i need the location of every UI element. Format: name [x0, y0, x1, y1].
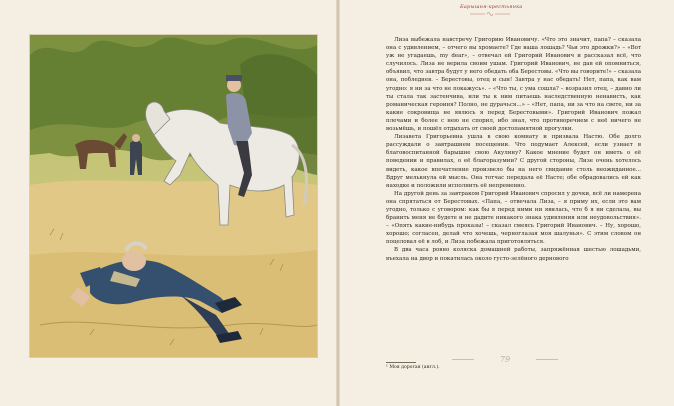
footnote-text: Моя дорогая (англ.).	[389, 365, 440, 370]
paragraph: В два часа ровно коляска домашней работы, запряжённая шестью лошадьми, въехала на двор и покатилась около густо-зелёного дернового	[386, 247, 641, 262]
page-number: 79	[499, 355, 511, 364]
book-gutter	[336, 0, 340, 406]
ornament-divider-icon	[470, 11, 510, 17]
footnote-marker: ¹	[386, 365, 388, 370]
page-text	[386, 36, 641, 263]
illustration	[29, 34, 318, 358]
paragraph: Лиза выбежала навстречу Григорию Ивановичу. «Что это значит, папа? – сказала она с удивлением, – отчего вы хромаете? Где ваша лошадь? Чьи это дрожки?» – «Вот уж не угадаешь, my dear», – отвечал ей Григорий Иванович и рассказал всё, что случилось. Лиза не верила своим ушам. Григорий Иванович, не дав ей опомниться, объявил, что завтра будут у него обедать оба Берестовы. «Что вы говорите!» – сказала она, побледнев. – Берестовы, отец и сын! Завтра у нас обедать! Нет, папа, как вам угодно: я ни за что не покажусь». – «Что ты, с ума сошла? – возразил отец, – давно ли ты стала так застенчива, или ты к ним питаешь наследственную ненависть, как романическая героиня? Полно, не дурачься...» – «Нет, папа, ни за что на свете, ни за какие сокровища не явлюсь я перед Берестовыми». Григорий Иванович пожал плечами и более с нею не спорил, ибо знал, что противоречием с неё ничего не возьмёшь, и пошёл отдыхать от своей достопамятной прогулки.	[386, 37, 641, 133]
paragraph: Лизавета Григорьевна ушла в свою комнату и призвала Настю. Обе долго рассуждали о завтрашнем посещении. Что подумает Алексей, если узнает в благовоспитанной барышне свою Акулину? Какое мнение будет он иметь о её поведении и правилах, о её благоразумии? С другой стороны, Лизе очень хотелось видеть, какое впечатление произвело бы на него свидание столь неожиданное... Вдруг мелькнула ей мысль. Она тотчас передала её Насте; обе обрадовались ей как находке и положили исполнить её непременно.	[386, 134, 641, 189]
page-number-rule-right	[536, 359, 558, 360]
page-number-rule-left	[452, 359, 474, 360]
footnote	[386, 365, 440, 370]
paragraph: На другой день за завтраком Григорий Иванович спросил у дочки, всё ли намерена она спрятаться от Берестовых. «Папа, – отвечала Лиза, – я приму их, если это вам угодно, только с уговором: как бы я перед ними ни явилась, что б я ни сделала, вы бранить меня не будете и не дадите никакого знака удивления или неудовольствия». – «Опять какие-нибудь проказы! – сказал смеясь Григорий Иванович. – Ну, хорошо, хорошо; согласен, делай что хочешь, черноглазая моя шалунья». С этим словом он поцеловал её в лоб, и Лиза побежала приготовляться.	[386, 190, 641, 246]
illustration-drawing	[30, 35, 317, 357]
running-title: Барышня-крестьянка	[460, 4, 523, 10]
footnote-rule	[386, 362, 416, 363]
